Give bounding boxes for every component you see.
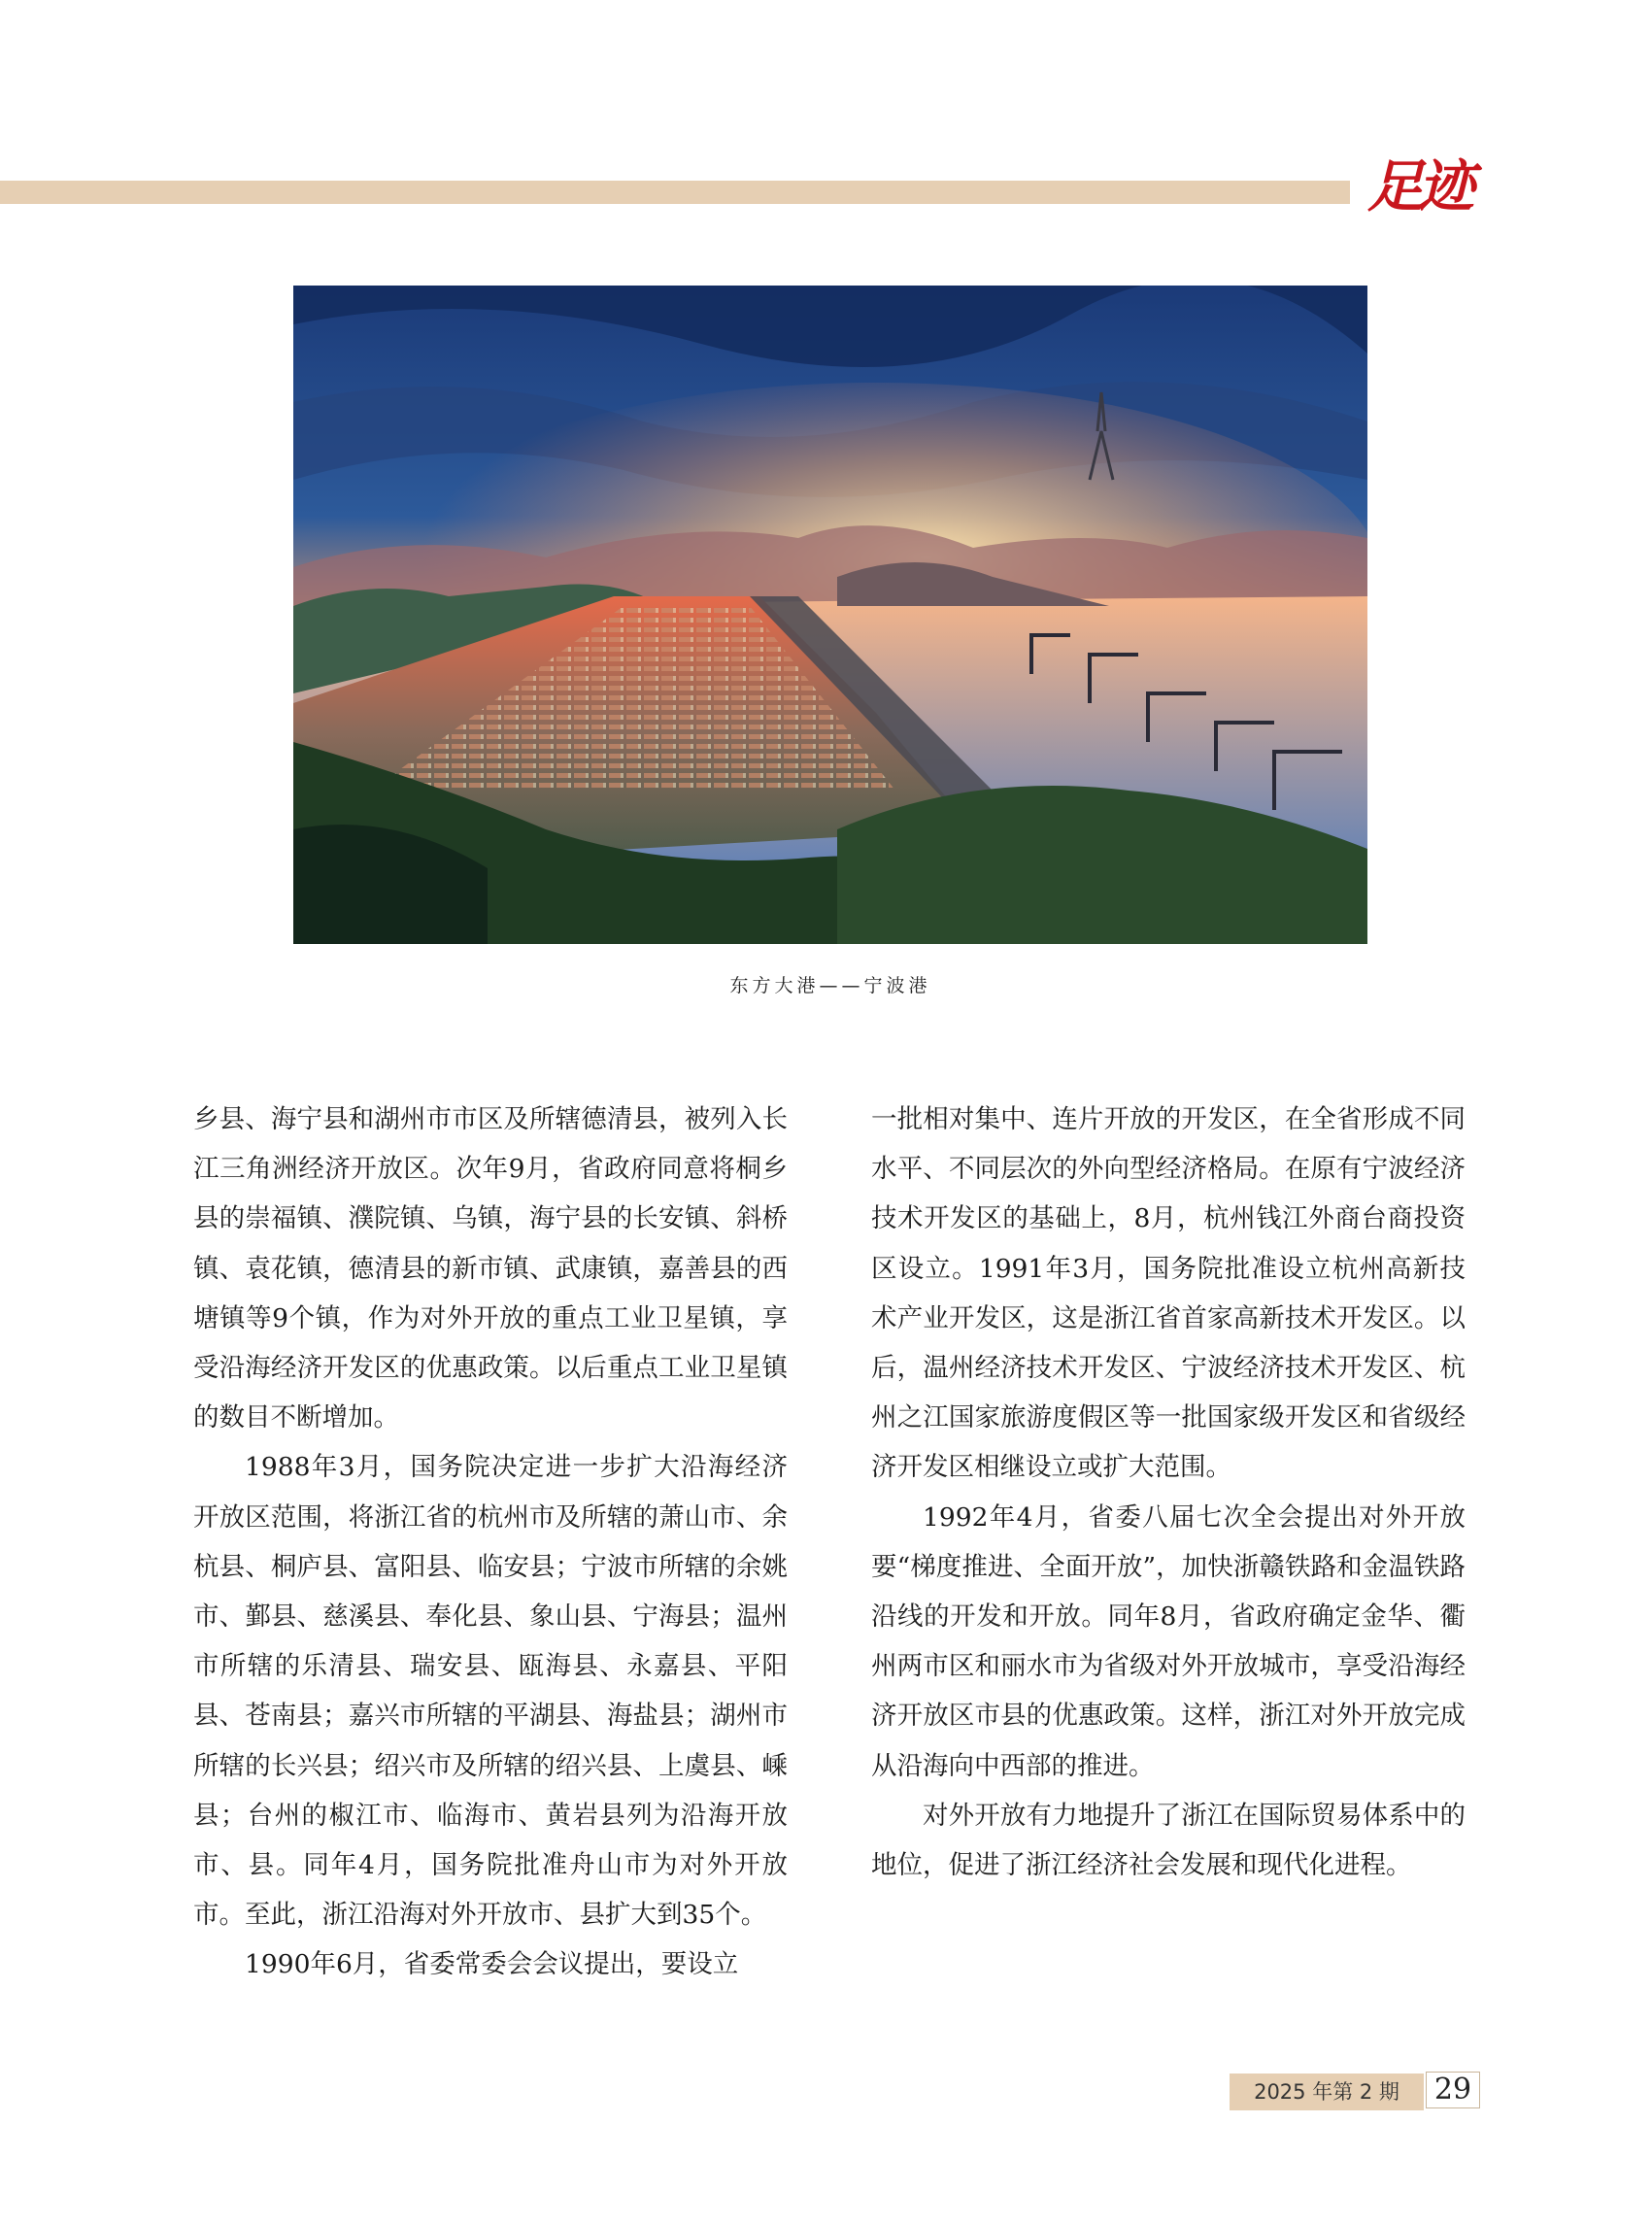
port-landscape-illustration bbox=[293, 286, 1367, 944]
ningbo-port-photo bbox=[293, 286, 1367, 944]
page-number: 29 bbox=[1426, 2072, 1480, 2108]
paragraph: 一批相对集中、连片开放的开发区，在全省形成不同水平、不同层次的外向型经济格局。在原有宁波经济技术开发区的基础上，8月，杭州钱江外商台商投资区设立。1991年3月，国务院批准设立杭州高新技术产业开发区，这是浙江省首家高新技术开发区。以后，温州经济技术开发区、宁波经济技术开发区、杭州之江国家旅游度假区等一批国家级开发区和省级经济开发区相继设立或扩大范围。 bbox=[871, 1104, 1466, 1483]
header-accent-bar bbox=[0, 181, 1350, 204]
photo-caption: 东方大港——宁波港 bbox=[729, 975, 931, 996]
left-text-column bbox=[193, 1095, 788, 1990]
paragraph: 1992年4月，省委八届七次全会提出对外开放要“梯度推进、全面开放”，加快浙赣铁路和金温铁路沿线的开发和开放。同年8月，省政府确定金华、衢州两市区和丽水市为省级对外开放城市，享受沿海经济开放区市县的优惠政策。这样，浙江对外开放完成从沿海向中西部的推进。 bbox=[871, 1501, 1466, 1781]
paragraph: 对外开放有力地提升了浙江在国际贸易体系中的地位，促进了浙江经济社会发展和现代化进程。 bbox=[871, 1800, 1466, 1881]
paragraph: 1988年3月，国务院决定进一步扩大沿海经济开放区范围，将浙江省的杭州市及所辖的萧山市、余杭县、桐庐县、富阳县、临安县；宁波市所辖的余姚市、鄞县、慈溪县、奉化县、象山县、宁海县；温州市所辖的乐清县、瑞安县、瓯海县、永嘉县、平阳县、苍南县；嘉兴市所辖的平湖县、海盐县；湖州市所辖的长兴县；绍兴市及所辖的绍兴县、上虞县、嵊县；台州的椒江市、临海市、黄岩县列为沿海开放市、县。同年4月，国务院批准舟山市为对外开放市。至此，浙江沿海对外开放市、县扩大到35个。 bbox=[193, 1452, 788, 1931]
issue-label: 2025 年第 2 期 bbox=[1230, 2073, 1424, 2110]
right-text-column bbox=[871, 1095, 1466, 1890]
paragraph: 乡县、海宁县和湖州市市区及所辖德清县，被列入长江三角洲经济开放区。次年9月，省政府同意将桐乡县的崇福镇、濮院镇、乌镇，海宁县的长安镇、斜桥镇、袁花镇，德清县的新市镇、武康镇，嘉善县的西塘镇等9个镇，作为对外开放的重点工业卫星镇，享受沿海经济开发区的优惠政策。以后重点工业卫星镇的数目不断增加。 bbox=[193, 1104, 788, 1433]
paragraph: 1990年6月，省委常委会会议提出，要设立 bbox=[245, 1949, 739, 1980]
column-logo: 足迹 bbox=[1367, 153, 1469, 219]
